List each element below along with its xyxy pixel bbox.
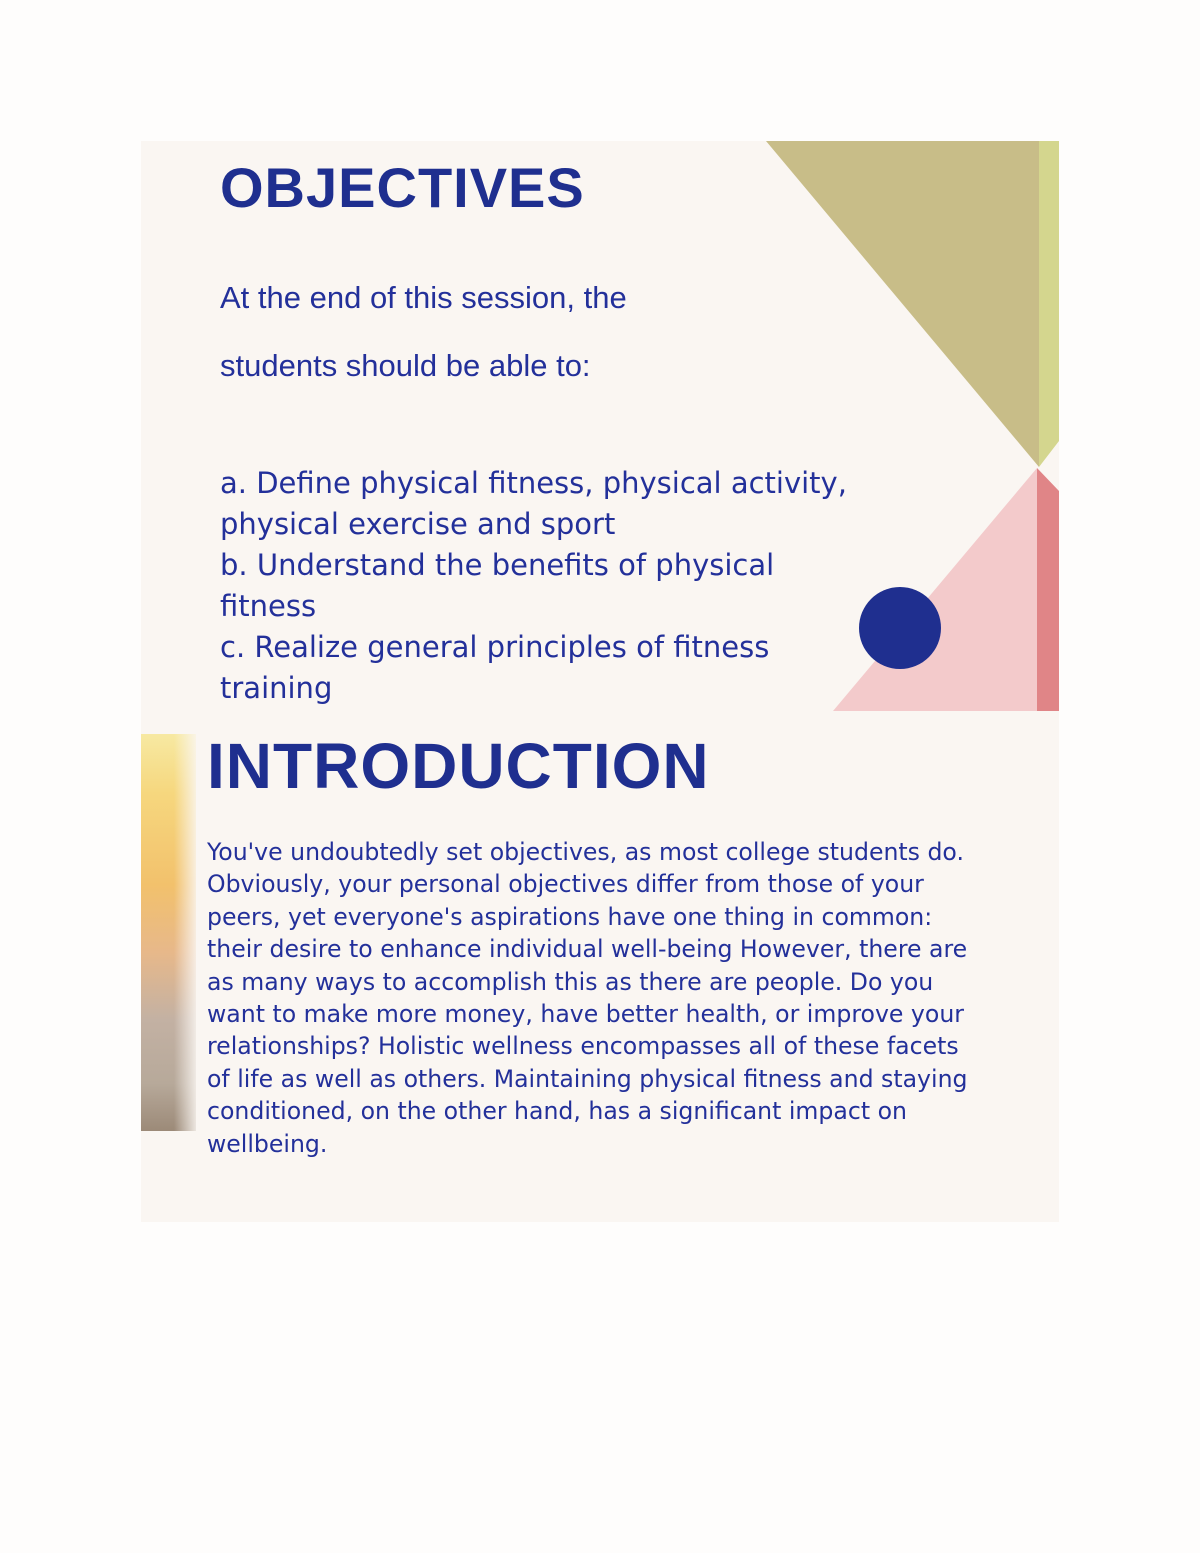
introduction-title: INTRODUCTION	[207, 730, 710, 802]
objectives-intro-line-2: students should be able to:	[220, 348, 591, 383]
sunset-beach-photo	[141, 711, 201, 1131]
objectives-title: OBJECTIVES	[220, 156, 585, 219]
objective-item: c. Realize general principles of fitness training	[220, 630, 770, 705]
objectives-list	[220, 463, 860, 709]
objectives-intro-line-1: At the end of this session, the	[220, 280, 627, 315]
pink-triangle	[833, 468, 1037, 711]
navy-circle-icon	[859, 587, 941, 669]
introduction-slide	[141, 711, 1059, 1222]
introduction-body: You've undoubtedly set objectives, as most college students do. Obviously, your personal objectives differ from those of your peers, yet everyone's aspirations have one thing in common: their desire to enhance individual well-being However, there are as many ways to accomplish this as there are people. Do you want to make more money, have better health, or improve your relationships? Holistic wellness encompasses all of these facets of life as well as others. Maintaining physical fitness and staying conditioned, on the other hand, has a significant impact on wellbeing.	[207, 838, 968, 1158]
olive-triangle	[766, 141, 1039, 467]
objective-item: a. Define physical fitness, physical activity, physical exercise and sport	[220, 466, 847, 541]
photo-edge-fade	[141, 734, 196, 1131]
olive-strip-tip	[1039, 441, 1059, 467]
olive-strip	[1039, 141, 1059, 441]
pink-strip	[1037, 468, 1059, 711]
objective-item: b. Understand the benefits of physical fitness	[220, 548, 775, 623]
objectives-slide	[141, 141, 1059, 711]
